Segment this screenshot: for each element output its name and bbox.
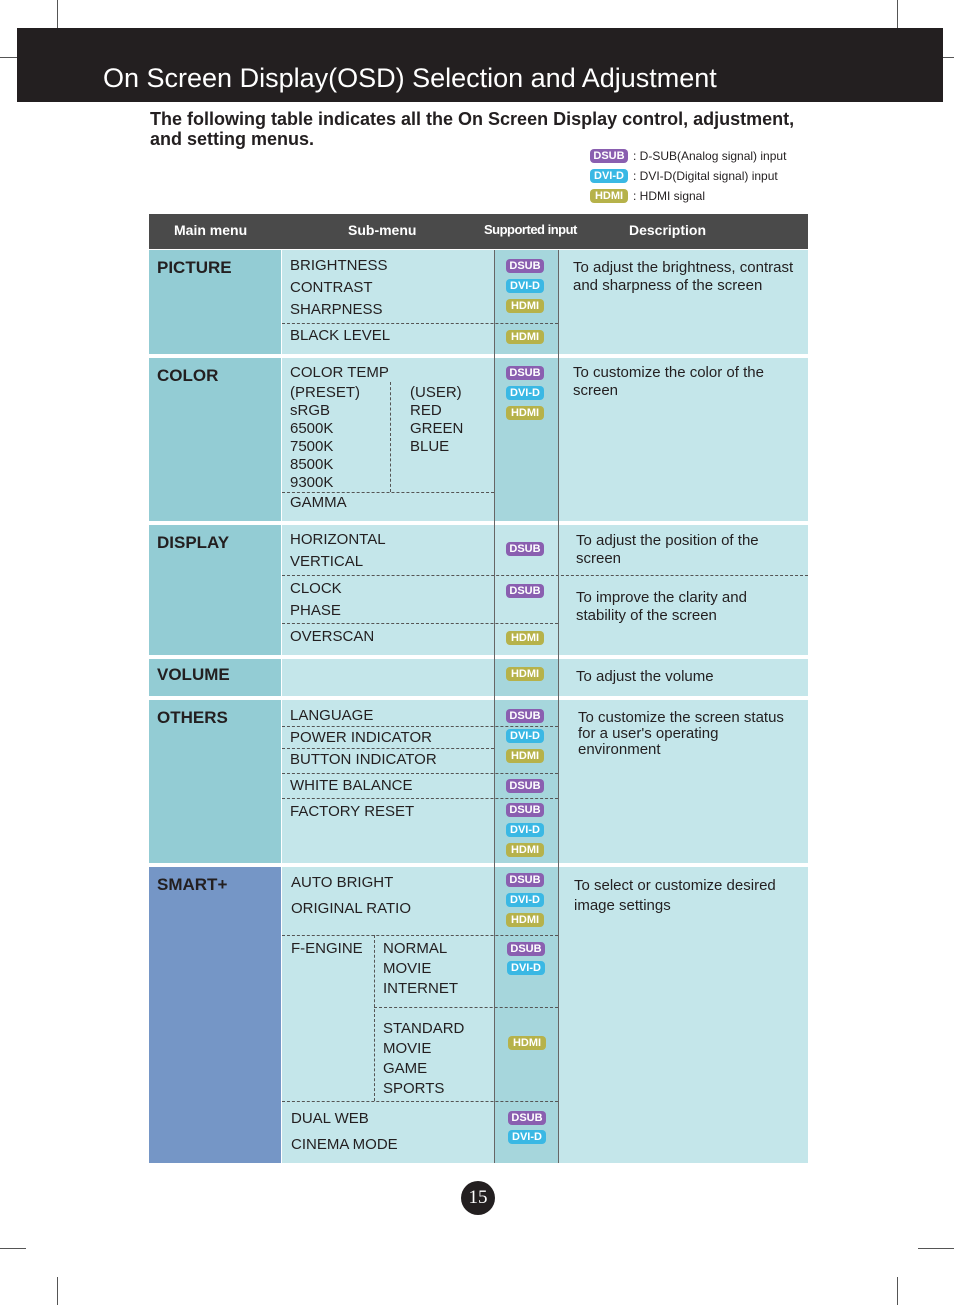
menu-smart-plus <box>149 867 281 1163</box>
submenu-item: GAMMA <box>290 494 347 511</box>
intro-text: The following table indicates all the On Screen Display control, adjustment, and setting menus. <box>150 109 795 149</box>
divider <box>282 748 494 749</box>
hdmi-badge: HDMI <box>506 749 544 763</box>
dsub-badge: DSUB <box>508 1111 546 1125</box>
submenu-item: (USER) <box>410 384 462 401</box>
crop-mark <box>918 1248 954 1249</box>
legend-label: : HDMI signal <box>633 189 706 203</box>
submenu-volume <box>282 659 494 696</box>
submenu-item: ORIGINAL RATIO <box>291 900 412 917</box>
divider <box>282 1101 558 1102</box>
submenu-item: SHARPNESS <box>290 301 383 318</box>
submenu-item: OVERSCAN <box>290 628 375 645</box>
crop-mark <box>897 0 898 28</box>
description-text: To customize the color of the screen <box>573 364 764 399</box>
divider <box>374 935 375 1101</box>
dsub-badge: DSUB <box>506 259 544 273</box>
table-header <box>149 214 808 249</box>
submenu-item: GAME <box>383 1060 428 1077</box>
description-text: To select or customize desired image settings <box>574 877 776 914</box>
divider <box>282 492 494 493</box>
submenu-item: (PRESET) <box>290 384 361 401</box>
hdmi-badge: HDMI <box>506 299 544 313</box>
dvid-badge: DVI-D <box>506 893 544 907</box>
dvid-badge: DVI-D <box>506 279 544 293</box>
crop-mark <box>0 57 17 58</box>
dsub-badge: DSUB <box>506 584 544 598</box>
menu-label: SMART+ <box>157 875 228 894</box>
submenu-item: 6500K <box>290 420 334 437</box>
input-color <box>495 358 558 521</box>
dsub-badge: DSUB <box>590 149 628 163</box>
submenu-item: FACTORY RESET <box>290 803 415 820</box>
description-text: To adjust the position of the screen <box>576 532 759 567</box>
dvid-badge: DVI-D <box>506 386 544 400</box>
crop-mark <box>57 1277 58 1305</box>
submenu-item: F-ENGINE <box>291 940 363 957</box>
dvid-badge: DVI-D <box>507 961 545 975</box>
divider <box>282 726 558 727</box>
submenu-item: HORIZONTAL <box>290 531 386 548</box>
submenu-item: POWER INDICATOR <box>290 729 432 746</box>
column-separator <box>281 250 282 1163</box>
hdmi-badge: HDMI <box>506 843 544 857</box>
dvid-badge: DVI-D <box>506 823 544 837</box>
submenu-item: CINEMA MODE <box>291 1136 398 1153</box>
submenu-item: WHITE BALANCE <box>290 777 413 794</box>
header-main-menu: Main menu <box>174 222 248 238</box>
hdmi-badge: HDMI <box>506 406 544 420</box>
dvid-badge: DVI-D <box>506 729 544 743</box>
submenu-item: LANGUAGE <box>290 707 374 724</box>
header-description: Description <box>629 222 707 238</box>
submenu-item: COLOR TEMP <box>290 364 389 381</box>
menu-label: VOLUME <box>157 665 230 684</box>
divider <box>282 623 558 624</box>
menu-volume <box>149 659 281 696</box>
hdmi-badge: HDMI <box>590 189 628 203</box>
submenu-item: AUTO BRIGHT <box>291 874 394 891</box>
header-sub-menu: Sub-menu <box>348 222 417 238</box>
legend-label: : D-SUB(Analog signal) input <box>633 149 787 163</box>
menu-label: DISPLAY <box>157 533 230 552</box>
divider <box>374 1007 558 1008</box>
header-supported-input: Supported input <box>484 222 577 237</box>
submenu-item: GREEN <box>410 420 464 437</box>
submenu-item: BUTTON INDICATOR <box>290 751 437 768</box>
dsub-badge: DSUB <box>506 803 544 817</box>
dsub-badge: DSUB <box>506 366 544 380</box>
submenu-item: VERTICAL <box>290 553 364 570</box>
submenu-item: MOVIE <box>383 960 432 977</box>
menu-display <box>149 525 281 655</box>
description-text: To improve the clarity and stability of the screen <box>576 589 747 624</box>
divider <box>282 773 558 774</box>
submenu-item: BRIGHTNESS <box>290 257 388 274</box>
divider <box>282 575 808 576</box>
hdmi-badge: HDMI <box>508 1036 546 1050</box>
divider <box>282 935 558 936</box>
divider <box>282 323 558 324</box>
menu-label: OTHERS <box>157 708 228 727</box>
dsub-badge: DSUB <box>506 542 544 556</box>
column-separator <box>558 250 559 1163</box>
hdmi-badge: HDMI <box>506 631 544 645</box>
menu-picture <box>149 250 281 354</box>
submenu-item: DUAL WEB <box>291 1110 369 1127</box>
submenu-item: INTERNET <box>383 980 458 997</box>
dsub-badge: DSUB <box>506 709 544 723</box>
dvid-badge: DVI-D <box>508 1130 546 1144</box>
crop-mark <box>0 1248 26 1249</box>
menu-color <box>149 358 281 521</box>
page-title: On Screen Display(OSD) Selection and Adjustment <box>103 63 717 93</box>
hdmi-badge: HDMI <box>506 667 544 681</box>
dvid-badge: DVI-D <box>590 169 628 183</box>
dsub-badge: DSUB <box>506 873 544 887</box>
description-text: To adjust the brightness, contrast and sharpness of the screen <box>573 259 794 294</box>
menu-label: COLOR <box>157 366 219 385</box>
divider <box>282 798 558 799</box>
divider <box>390 382 391 492</box>
submenu-item: 9300K <box>290 474 334 491</box>
menu-label: PICTURE <box>157 258 232 277</box>
submenu-item: BLUE <box>410 438 450 455</box>
submenu-item: RED <box>410 402 442 419</box>
description-text: To customize the screen status for a user's operating environment <box>578 709 784 758</box>
legend-label: : DVI-D(Digital signal) input <box>633 169 778 183</box>
submenu-item: CONTRAST <box>290 279 373 296</box>
submenu-item: sRGB <box>290 402 331 419</box>
submenu-item: 7500K <box>290 438 334 455</box>
submenu-item: MOVIE <box>383 1040 432 1057</box>
hdmi-badge: HDMI <box>506 330 544 344</box>
submenu-item: CLOCK <box>290 580 342 597</box>
description-text: To adjust the volume <box>576 668 714 685</box>
submenu-item: STANDARD <box>383 1020 465 1037</box>
menu-others <box>149 700 281 863</box>
submenu-item: PHASE <box>290 602 341 619</box>
page-number: 15 <box>461 1181 495 1215</box>
crop-mark <box>897 1277 898 1305</box>
submenu-item: BLACK LEVEL <box>290 327 391 344</box>
submenu-item: SPORTS <box>383 1080 445 1097</box>
submenu-item: 8500K <box>290 456 334 473</box>
dsub-badge: DSUB <box>507 942 545 956</box>
hdmi-badge: HDMI <box>506 913 544 927</box>
crop-mark <box>57 0 58 28</box>
column-separator <box>494 250 495 1163</box>
submenu-item: NORMAL <box>383 940 448 957</box>
dsub-badge: DSUB <box>506 779 544 793</box>
